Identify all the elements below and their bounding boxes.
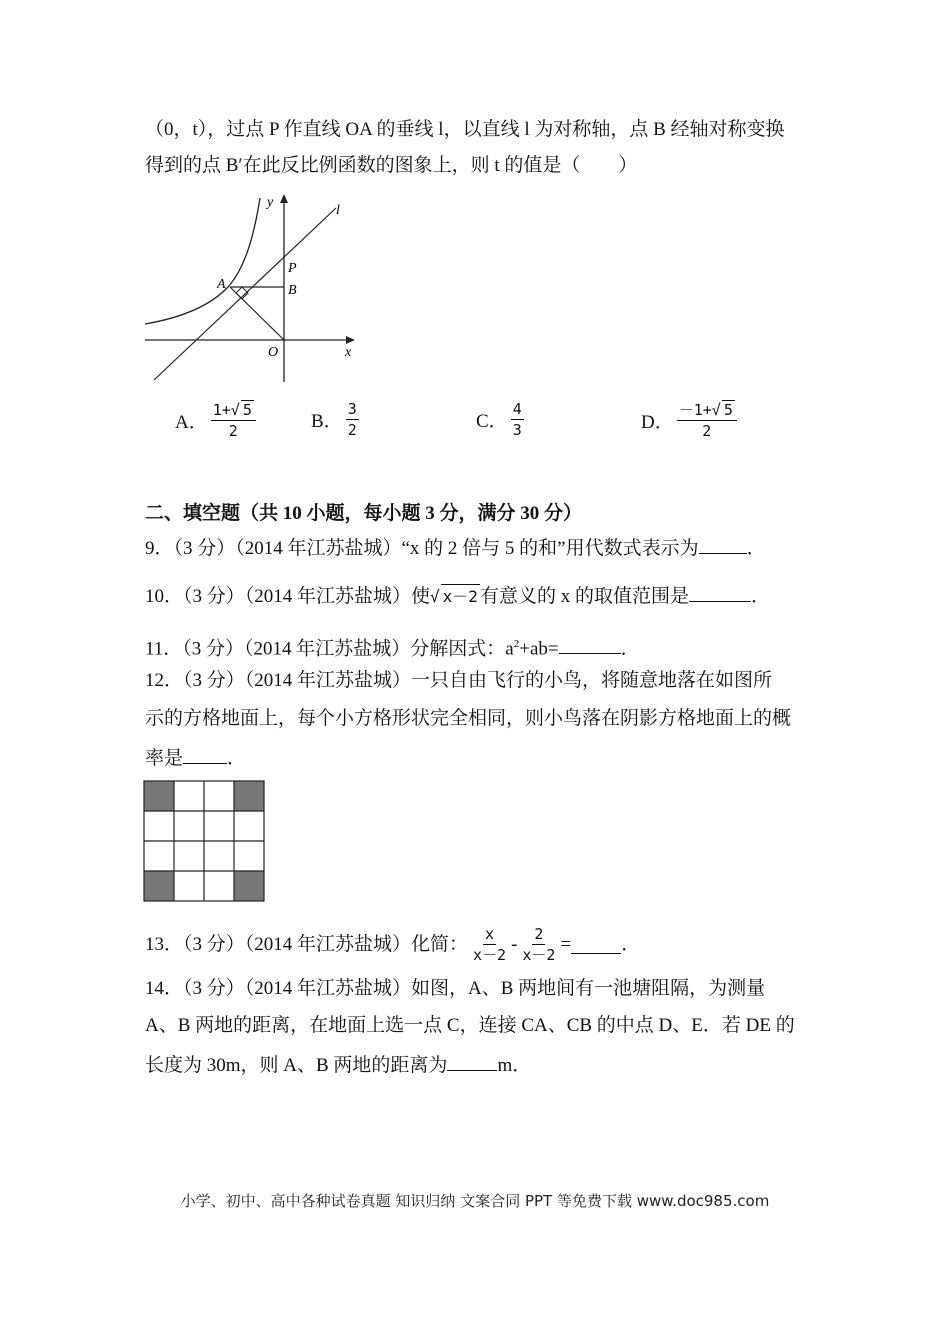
q11 — [145, 632, 640, 661]
label-y: y — [267, 195, 274, 210]
hyperbola-curve — [145, 198, 260, 324]
q9 — [145, 535, 766, 561]
q13-f2-num: 2 — [534, 925, 544, 943]
q13-minus: - — [511, 933, 518, 955]
q13-fraction-2 — [520, 925, 557, 964]
label-O: O — [268, 345, 279, 360]
q13-f1-den: x－2 — [473, 946, 507, 964]
q9-text: 9．（3 分）（2014 年江苏盐城）“x 的 2 倍与 5 的和”用代数式表示为 — [145, 538, 699, 559]
choice-d-label: D． — [641, 411, 674, 433]
grid-cell-shaded-tr — [234, 781, 264, 811]
q13 — [145, 925, 640, 964]
q12-line-1: 12．（3 分）（2014 年江苏盐城）一只自由飞行的小鸟，将随意地落在如图所 — [145, 670, 773, 691]
label-x: x — [345, 345, 352, 360]
q8-line-1: （0，t），过点 P 作直线 OA 的垂线 l，以直线 l 为对称轴，点 B 经轴对称变换 — [145, 119, 785, 140]
label-A: A — [217, 277, 226, 292]
q14-line-3 — [145, 1052, 531, 1078]
q11-blank — [559, 635, 621, 654]
q9-blank — [699, 535, 747, 554]
section-heading: 二、填空题（共 10 小题，每小题 3 分，满分 30 分） — [145, 503, 583, 524]
q13-prefix: 13．（3 分）（2014 年江苏盐城）化简： — [145, 933, 469, 955]
q11-end: ． — [620, 638, 640, 660]
q10-post: 有意义的 x 的取值范围是 — [479, 586, 689, 607]
choice-b-label: B． — [311, 411, 343, 432]
choice-a-fraction: $\frac{1+√ 5}{2}$ — [211, 400, 256, 440]
choice-a-den: 2 — [228, 422, 238, 440]
line-l — [154, 208, 336, 380]
q14-line-2: A、B 两地的距离，在地面上选一点 C，连接 CA、CB 的中点 D、E．若 DE 的 — [145, 1015, 795, 1036]
q14-end: m． — [497, 1055, 532, 1076]
label-B: B — [288, 283, 297, 298]
q8-figure — [140, 190, 370, 390]
choice-d — [641, 400, 740, 440]
y-axis-arrow — [280, 194, 288, 203]
q9-end: ． — [746, 538, 766, 559]
label-P: P — [288, 261, 297, 276]
q12-blank — [183, 745, 227, 764]
q13-f2-den: x－2 — [522, 946, 556, 964]
q10: 10．（3 分）（2014 年江苏盐城）使√ x－2 有意义的 x 的取值范围是 ． — [145, 583, 770, 609]
q12-grid-figure — [143, 780, 265, 902]
q12-line-2: 示的方格地面上，每个小方格形状完全相同，则小鸟落在阴影方格地面上的概 — [145, 708, 792, 729]
q10-radicand: x－2 — [441, 584, 480, 609]
q13-fraction-1 — [471, 925, 508, 964]
q12-line-3 — [145, 745, 246, 771]
choice-c-label: C． — [476, 411, 508, 432]
q14-blank — [447, 1052, 497, 1071]
grid-cell-shaded-bl — [144, 871, 174, 901]
page-footer: 小学、初中、高中各种试卷真题 知识归纳 文案合同 PPT 等免费下载 www.doc985.com — [180, 1192, 770, 1210]
choice-d-num-prefix: －1+ — [678, 401, 712, 419]
label-l: l — [336, 203, 340, 218]
x-axis-arrow — [346, 336, 355, 344]
q13-equals: = — [560, 933, 572, 955]
q11-superscript: 2 — [513, 638, 520, 650]
choice-a-label: A． — [175, 411, 208, 433]
q14-line-1: 14．（3 分）（2014 年江苏盐城）如图，A、B 两地间有一池塘阻隔，为测量 — [145, 978, 766, 999]
choice-d-fraction: $\frac{-1+√ 5}{2}$ — [677, 400, 737, 440]
choice-b — [311, 400, 362, 439]
q13-blank — [571, 935, 621, 954]
choice-a-radicand: 5 — [242, 401, 252, 419]
q12-end: ． — [227, 748, 247, 769]
choice-d-radicand: 5 — [723, 401, 733, 419]
choice-d-den: 2 — [702, 422, 712, 440]
choice-c-fraction — [511, 400, 524, 439]
choice-a — [175, 400, 259, 440]
choice-c — [476, 400, 527, 439]
q10-blank — [689, 583, 751, 602]
grid-cell-shaded-br — [234, 871, 264, 901]
choice-b-fraction — [346, 400, 359, 439]
choice-a-num-prefix: 1+ — [212, 401, 231, 419]
choice-b-num: 3 — [347, 400, 357, 418]
choice-c-den: 3 — [512, 421, 522, 439]
q14-line-3-text: 长度为 30m，则 A、B 两地的距离为 — [145, 1055, 448, 1076]
q10-end: ． — [750, 586, 770, 607]
q13-end: ． — [621, 933, 641, 955]
q11-post: +ab= — [519, 638, 559, 660]
choice-b-den: 2 — [347, 421, 357, 439]
q11-prefix: 11．（3 分）（2014 年江苏盐城）分解因式：a — [145, 638, 514, 660]
q10-prefix: 10．（3 分）（2014 年江苏盐城）使 — [145, 586, 431, 607]
q8-line-2: 得到的点 B′在此反比例函数的图象上，则 t 的值是（ ） — [145, 155, 638, 176]
choice-c-num: 4 — [512, 400, 522, 418]
q13-f1-num: x — [485, 925, 495, 943]
q12-line-3-text: 率是 — [145, 748, 184, 769]
grid-cell-shaded-tl — [144, 781, 174, 811]
